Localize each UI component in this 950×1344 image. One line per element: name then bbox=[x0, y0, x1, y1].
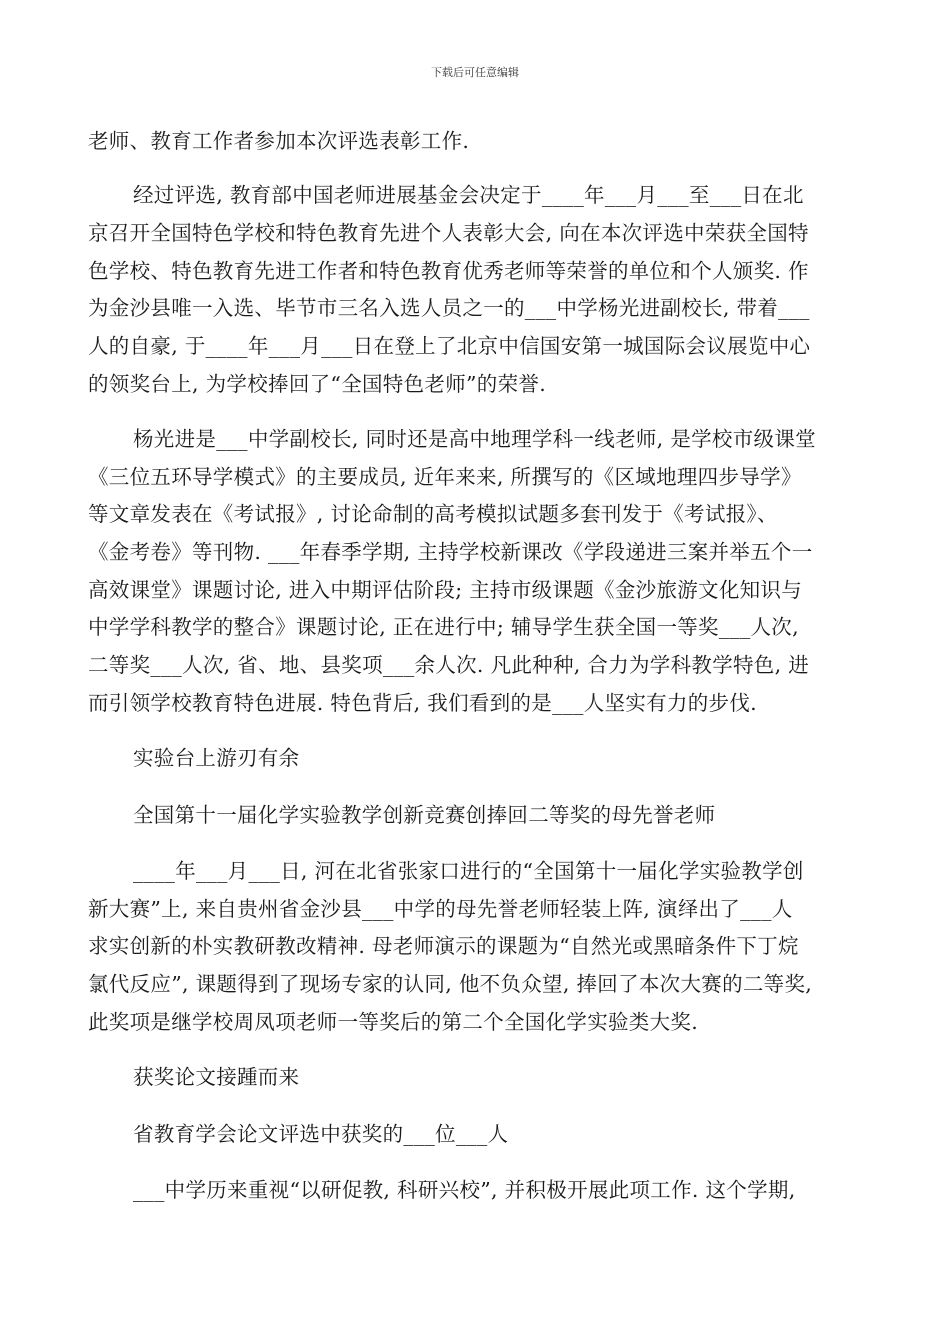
text-line: 京召开全国特色学校和特色教育先进个人表彰大会, 向在本次评选中荣获全国特 bbox=[88, 221, 809, 245]
text-line: 杨光进是___中学副校长, 同时还是高中地理学科一线老师, 是学校市级课堂 bbox=[133, 427, 816, 451]
text-line: 氯代反应”, 课题得到了现场专家的认同, 他不负众望, 捧回了本次大赛的二等奖, bbox=[88, 972, 813, 996]
text-line: 二等奖___人次, 省、地、县奖项___余人次. 凡此种种, 合力为学科教学特色, 进 bbox=[88, 653, 810, 677]
text-line: 经过评选, 教育部中国老师进展基金会决定于____年___月___至___日在北 bbox=[133, 183, 804, 207]
text-line: ____年___月___日, 河在北省张家口进行的“全国第十一届化学实验教学创 bbox=[133, 859, 804, 883]
text-line: 为金沙县唯一入选、毕节市三名入选人员之一的___中学杨光进副校长, 带着___ bbox=[88, 296, 810, 320]
text-line: 高效课堂》课题讨论, 进入中期评估阶段; 主持市级课题《金沙旅游文化知识与 bbox=[88, 578, 803, 602]
section-heading: 获奖论文接踵而来 bbox=[133, 1065, 300, 1089]
text-line: 《金考卷》等刊物. ___年春季学期, 主持学校新课改《学段递进三案并举五个一 bbox=[88, 540, 813, 564]
section-subheading: 省教育学会论文评选中获奖的___位___人 bbox=[133, 1122, 509, 1146]
text-line: 新大赛”上, 来自贵州省金沙县___中学的母先誉老师轻装上阵, 演绎出了___人 bbox=[88, 897, 793, 921]
text-line: 而引领学校教育特色进展. 特色背后, 我们看到的是___人坚实有力的步伐. bbox=[88, 691, 757, 715]
text-line: 的领奖台上, 为学校捧回了“全国特色老师”的荣誉. bbox=[88, 372, 547, 396]
text-line: 《三位五环导学模式》的主要成员, 近年来来, 所撰写的《区域地理四步导学》 bbox=[88, 465, 802, 489]
text-line: 求实创新的朴实教研教改精神. 母老师演示的课题为“自然光或黑暗条件下丁烷 bbox=[88, 934, 799, 958]
text-line: 色学校、特色教育先进工作者和特色教育优秀老师等荣誉的单位和个人颁奖. 作 bbox=[88, 259, 809, 283]
section-heading: 实验台上游刃有余 bbox=[133, 746, 300, 770]
page-header: 下载后可任意编辑 bbox=[431, 66, 519, 79]
text-line: 中学学科教学的整合》课题讨论, 正在进行中; 辅导学生获全国一等奖___人次, bbox=[88, 615, 799, 639]
section-subheading: 全国第十一届化学实验教学创新竞赛创捧回二等奖的母先誉老师 bbox=[133, 803, 716, 827]
text-line: 人的自豪, 于____年___月___日在登上了北京中信国安第一城国际会议展览中心 bbox=[88, 334, 811, 358]
text-line: 此奖项是继学校周凤项老师一等奖后的第二个全国化学实验类大奖. bbox=[88, 1010, 699, 1034]
text-line: 老师、教育工作者参加本次评选表彰工作. bbox=[88, 129, 470, 153]
text-line: ___中学历来重视“以研促教, 科研兴校”, 并积极开展此项工作. 这个学期, bbox=[133, 1178, 796, 1202]
text-line: 等文章发表在《考试报》, 讨论命制的高考模拟试题多套刊发于《考试报》、 bbox=[88, 502, 778, 526]
